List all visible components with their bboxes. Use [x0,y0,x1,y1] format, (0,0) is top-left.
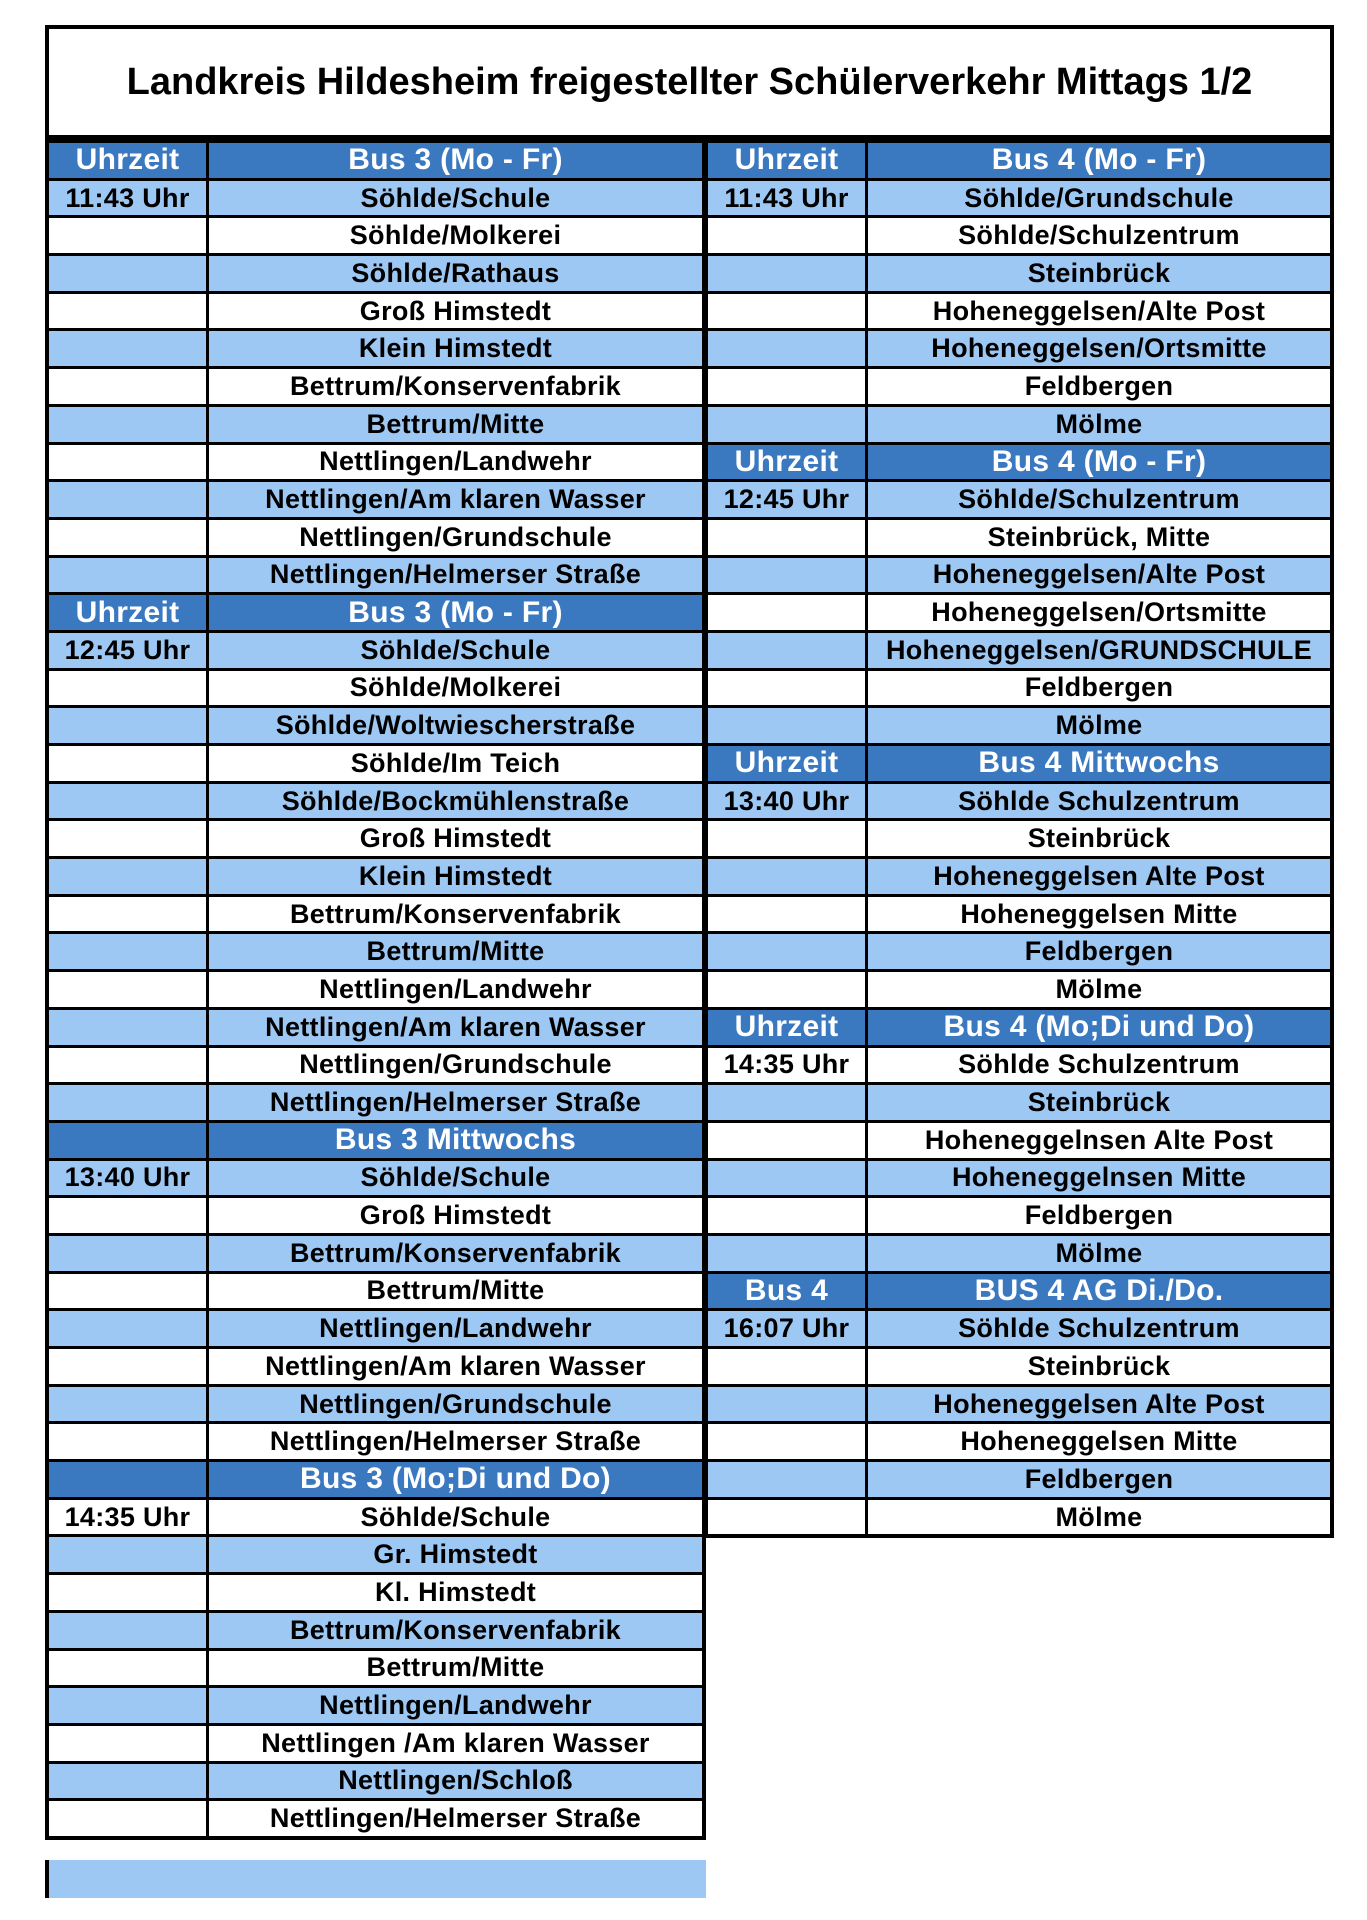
stop-cell: Bettrum/Mitte [209,1274,702,1309]
time-cell [49,1801,206,1836]
page-title: Landkreis Hildesheim freigestellter Schülerverkehr Mittags 1/2 [126,60,1253,103]
stop-cell: Gr. Himstedt [209,1537,702,1572]
stop-cell: Söhlde/Schule [209,633,702,668]
stop-cell: Söhlde/Bockmühlenstraße [209,784,702,819]
time-cell [49,256,206,291]
time-cell [708,1085,865,1120]
stop-cell: Hoheneggelsen/Alte Post [868,294,1330,329]
stop-cell: Nettlingen/Grundschule [209,520,702,555]
time-cell [708,671,865,706]
time-cell [49,294,206,329]
time-cell: 12:45 Uhr [49,633,206,668]
time-cell: 16:07 Uhr [708,1311,865,1346]
stop-cell: Klein Himstedt [209,859,702,894]
time-cell [49,746,206,781]
stop-cell: Bettrum/Konservenfabrik [209,1613,702,1648]
stop-cell: Klein Himstedt [209,331,702,366]
stop-cell: Mölme [868,708,1330,743]
time-cell [708,369,865,404]
time-cell [708,633,865,668]
time-cell: 14:35 Uhr [708,1048,865,1083]
stop-cell: Söhlde/Woltwiescherstraße [209,708,702,743]
stop-cell: Feldbergen [868,369,1330,404]
time-cell [49,821,206,856]
time-cell [708,558,865,593]
header-time-cell: Uhrzeit [49,595,206,630]
time-cell [708,821,865,856]
time-cell [49,934,206,969]
stop-cell: Groß Himstedt [209,1198,702,1233]
stop-cell: Mölme [868,1500,1330,1535]
time-cell [49,1048,206,1083]
stop-cell: Nettlingen/Grundschule [209,1048,702,1083]
time-cell [49,708,206,743]
time-cell [708,708,865,743]
stop-cell: Feldbergen [868,934,1330,969]
stop-cell: Nettlingen/Schloß [209,1764,702,1799]
time-cell [708,407,865,442]
title-box [45,25,1334,139]
header-bus-cell: Bus 4 (Mo - Fr) [868,445,1330,480]
time-cell [49,369,206,404]
stop-cell: Söhlde Schulzentrum [868,1048,1330,1083]
time-cell [49,1387,206,1422]
header-time-cell: Uhrzeit [708,445,865,480]
time-cell [49,1688,206,1723]
stop-cell: Hoheneggelnsen Alte Post [868,1123,1330,1158]
time-cell [708,1198,865,1233]
stop-cell: Groß Himstedt [209,821,702,856]
time-cell [708,520,865,555]
stop-cell: Nettlingen/Helmerser Straße [209,1424,702,1459]
time-cell [49,1764,206,1799]
time-cell [708,972,865,1007]
time-cell [49,1651,206,1686]
stop-cell: Hoheneggelsen Mitte [868,897,1330,932]
stop-cell: Steinbrück, Mitte [868,520,1330,555]
stop-cell: Söhlde/Schule [209,1161,702,1196]
stop-cell: Nettlingen/Helmerser Straße [209,558,702,593]
stop-cell: Hoheneggelsen Mitte [868,1424,1330,1459]
time-cell [49,1613,206,1648]
stop-cell: Feldbergen [868,671,1330,706]
time-cell [49,1349,206,1384]
stop-cell: Söhlde/Im Teich [209,746,702,781]
time-cell [708,897,865,932]
time-cell [49,482,206,517]
time-cell [708,1500,865,1535]
time-cell: 11:43 Uhr [49,181,206,216]
stop-cell: Hoheneggelnsen Mitte [868,1161,1330,1196]
time-cell [49,1010,206,1045]
footer-strip [45,1860,706,1898]
time-cell [49,558,206,593]
header-bus-cell: Bus 3 Mittwochs [209,1123,702,1158]
header-bus-cell: BUS 4 AG Di./Do. [868,1274,1330,1309]
time-cell [49,218,206,253]
stop-cell: Bettrum/Konservenfabrik [209,897,702,932]
time-cell [49,1236,206,1271]
stop-cell: Bettrum/Konservenfabrik [209,369,702,404]
time-cell [49,897,206,932]
header-time-cell: Bus 4 [708,1274,865,1309]
stop-cell: Mölme [868,1236,1330,1271]
bus4-schedule-table [704,139,1334,1538]
stop-cell: Steinbrück [868,1349,1330,1384]
header-time-cell: Uhrzeit [708,1010,865,1045]
bus3-schedule-grid [49,143,702,1836]
time-cell [708,218,865,253]
time-cell: 13:40 Uhr [49,1161,206,1196]
time-cell [49,671,206,706]
time-cell [49,1537,206,1572]
stop-cell: Kl. Himstedt [209,1575,702,1610]
stop-cell: Hoheneggelsen/GRUNDSCHULE [868,633,1330,668]
stop-cell: Bettrum/Konservenfabrik [209,1236,702,1271]
stop-cell: Bettrum/Mitte [209,934,702,969]
time-cell [708,256,865,291]
stop-cell: Nettlingen/Am klaren Wasser [209,482,702,517]
stop-cell: Hoheneggelsen/Ortsmitte [868,595,1330,630]
header-bus-cell: Bus 4 Mittwochs [868,746,1330,781]
header-time-cell: Uhrzeit [708,143,865,178]
header-time-cell: Uhrzeit [708,746,865,781]
stop-cell: Söhlde/Molkerei [209,671,702,706]
time-cell: 11:43 Uhr [708,181,865,216]
header-bus-cell: Bus 3 (Mo - Fr) [209,143,702,178]
time-cell [708,1123,865,1158]
stop-cell: Nettlingen/Helmerser Straße [209,1085,702,1120]
time-cell [49,407,206,442]
stop-cell: Feldbergen [868,1198,1330,1233]
time-cell [49,1424,206,1459]
time-cell [49,520,206,555]
time-cell [708,1424,865,1459]
header-bus-cell: Bus 3 (Mo - Fr) [209,595,702,630]
stop-cell: Steinbrück [868,1085,1330,1120]
time-cell [708,1462,865,1497]
stop-cell: Nettlingen /Am klaren Wasser [209,1726,702,1761]
header-time-cell [49,1123,206,1158]
stop-cell: Nettlingen/Landwehr [209,1688,702,1723]
bus3-schedule-table [45,139,706,1840]
time-cell [49,1311,206,1346]
stop-cell: Söhlde Schulzentrum [868,784,1330,819]
time-cell [708,1387,865,1422]
stop-cell: Nettlingen/Helmerser Straße [209,1801,702,1836]
stop-cell: Groß Himstedt [209,294,702,329]
time-cell [49,1575,206,1610]
stop-cell: Nettlingen/Landwehr [209,445,702,480]
stop-cell: Steinbrück [868,821,1330,856]
stop-cell: Feldbergen [868,1462,1330,1497]
stop-cell: Söhlde/Schule [209,1500,702,1535]
time-cell [49,445,206,480]
time-cell [708,294,865,329]
stop-cell: Hoheneggelsen/Ortsmitte [868,331,1330,366]
header-time-cell: Uhrzeit [49,143,206,178]
time-cell [49,1726,206,1761]
stop-cell: Nettlingen/Am klaren Wasser [209,1010,702,1045]
stop-cell: Mölme [868,972,1330,1007]
header-bus-cell: Bus 4 (Mo - Fr) [868,143,1330,178]
header-bus-cell: Bus 3 (Mo;Di und Do) [209,1462,702,1497]
stop-cell: Söhlde/Schulzentrum [868,218,1330,253]
time-cell [49,1198,206,1233]
bus4-schedule-grid [708,143,1330,1534]
stop-cell: Nettlingen/Am klaren Wasser [209,1349,702,1384]
stop-cell: Mölme [868,407,1330,442]
stop-cell: Nettlingen/Landwehr [209,972,702,1007]
time-cell [49,331,206,366]
stop-cell: Steinbrück [868,256,1330,291]
stop-cell: Nettlingen/Grundschule [209,1387,702,1422]
time-cell: 12:45 Uhr [708,482,865,517]
stop-cell: Söhlde Schulzentrum [868,1311,1330,1346]
time-cell [708,1349,865,1384]
time-cell: 13:40 Uhr [708,784,865,819]
time-cell [49,1085,206,1120]
stop-cell: Bettrum/Mitte [209,1651,702,1686]
time-cell [708,331,865,366]
time-cell: 14:35 Uhr [49,1500,206,1535]
stop-cell: Hoheneggelsen Alte Post [868,859,1330,894]
stop-cell: Nettlingen/Landwehr [209,1311,702,1346]
stop-cell: Hoheneggelsen Alte Post [868,1387,1330,1422]
time-cell [49,1274,206,1309]
header-time-cell [49,1462,206,1497]
time-cell [708,934,865,969]
stop-cell: Söhlde/Schule [209,181,702,216]
time-cell [49,784,206,819]
time-cell [708,595,865,630]
time-cell [49,972,206,1007]
stop-cell: Söhlde/Grundschule [868,181,1330,216]
header-bus-cell: Bus 4 (Mo;Di und Do) [868,1010,1330,1045]
stop-cell: Söhlde/Rathaus [209,256,702,291]
stop-cell: Söhlde/Schulzentrum [868,482,1330,517]
stop-cell: Söhlde/Molkerei [209,218,702,253]
time-cell [708,1236,865,1271]
time-cell [708,1161,865,1196]
stop-cell: Bettrum/Mitte [209,407,702,442]
time-cell [49,859,206,894]
stop-cell: Hoheneggelsen/Alte Post [868,558,1330,593]
time-cell [708,859,865,894]
